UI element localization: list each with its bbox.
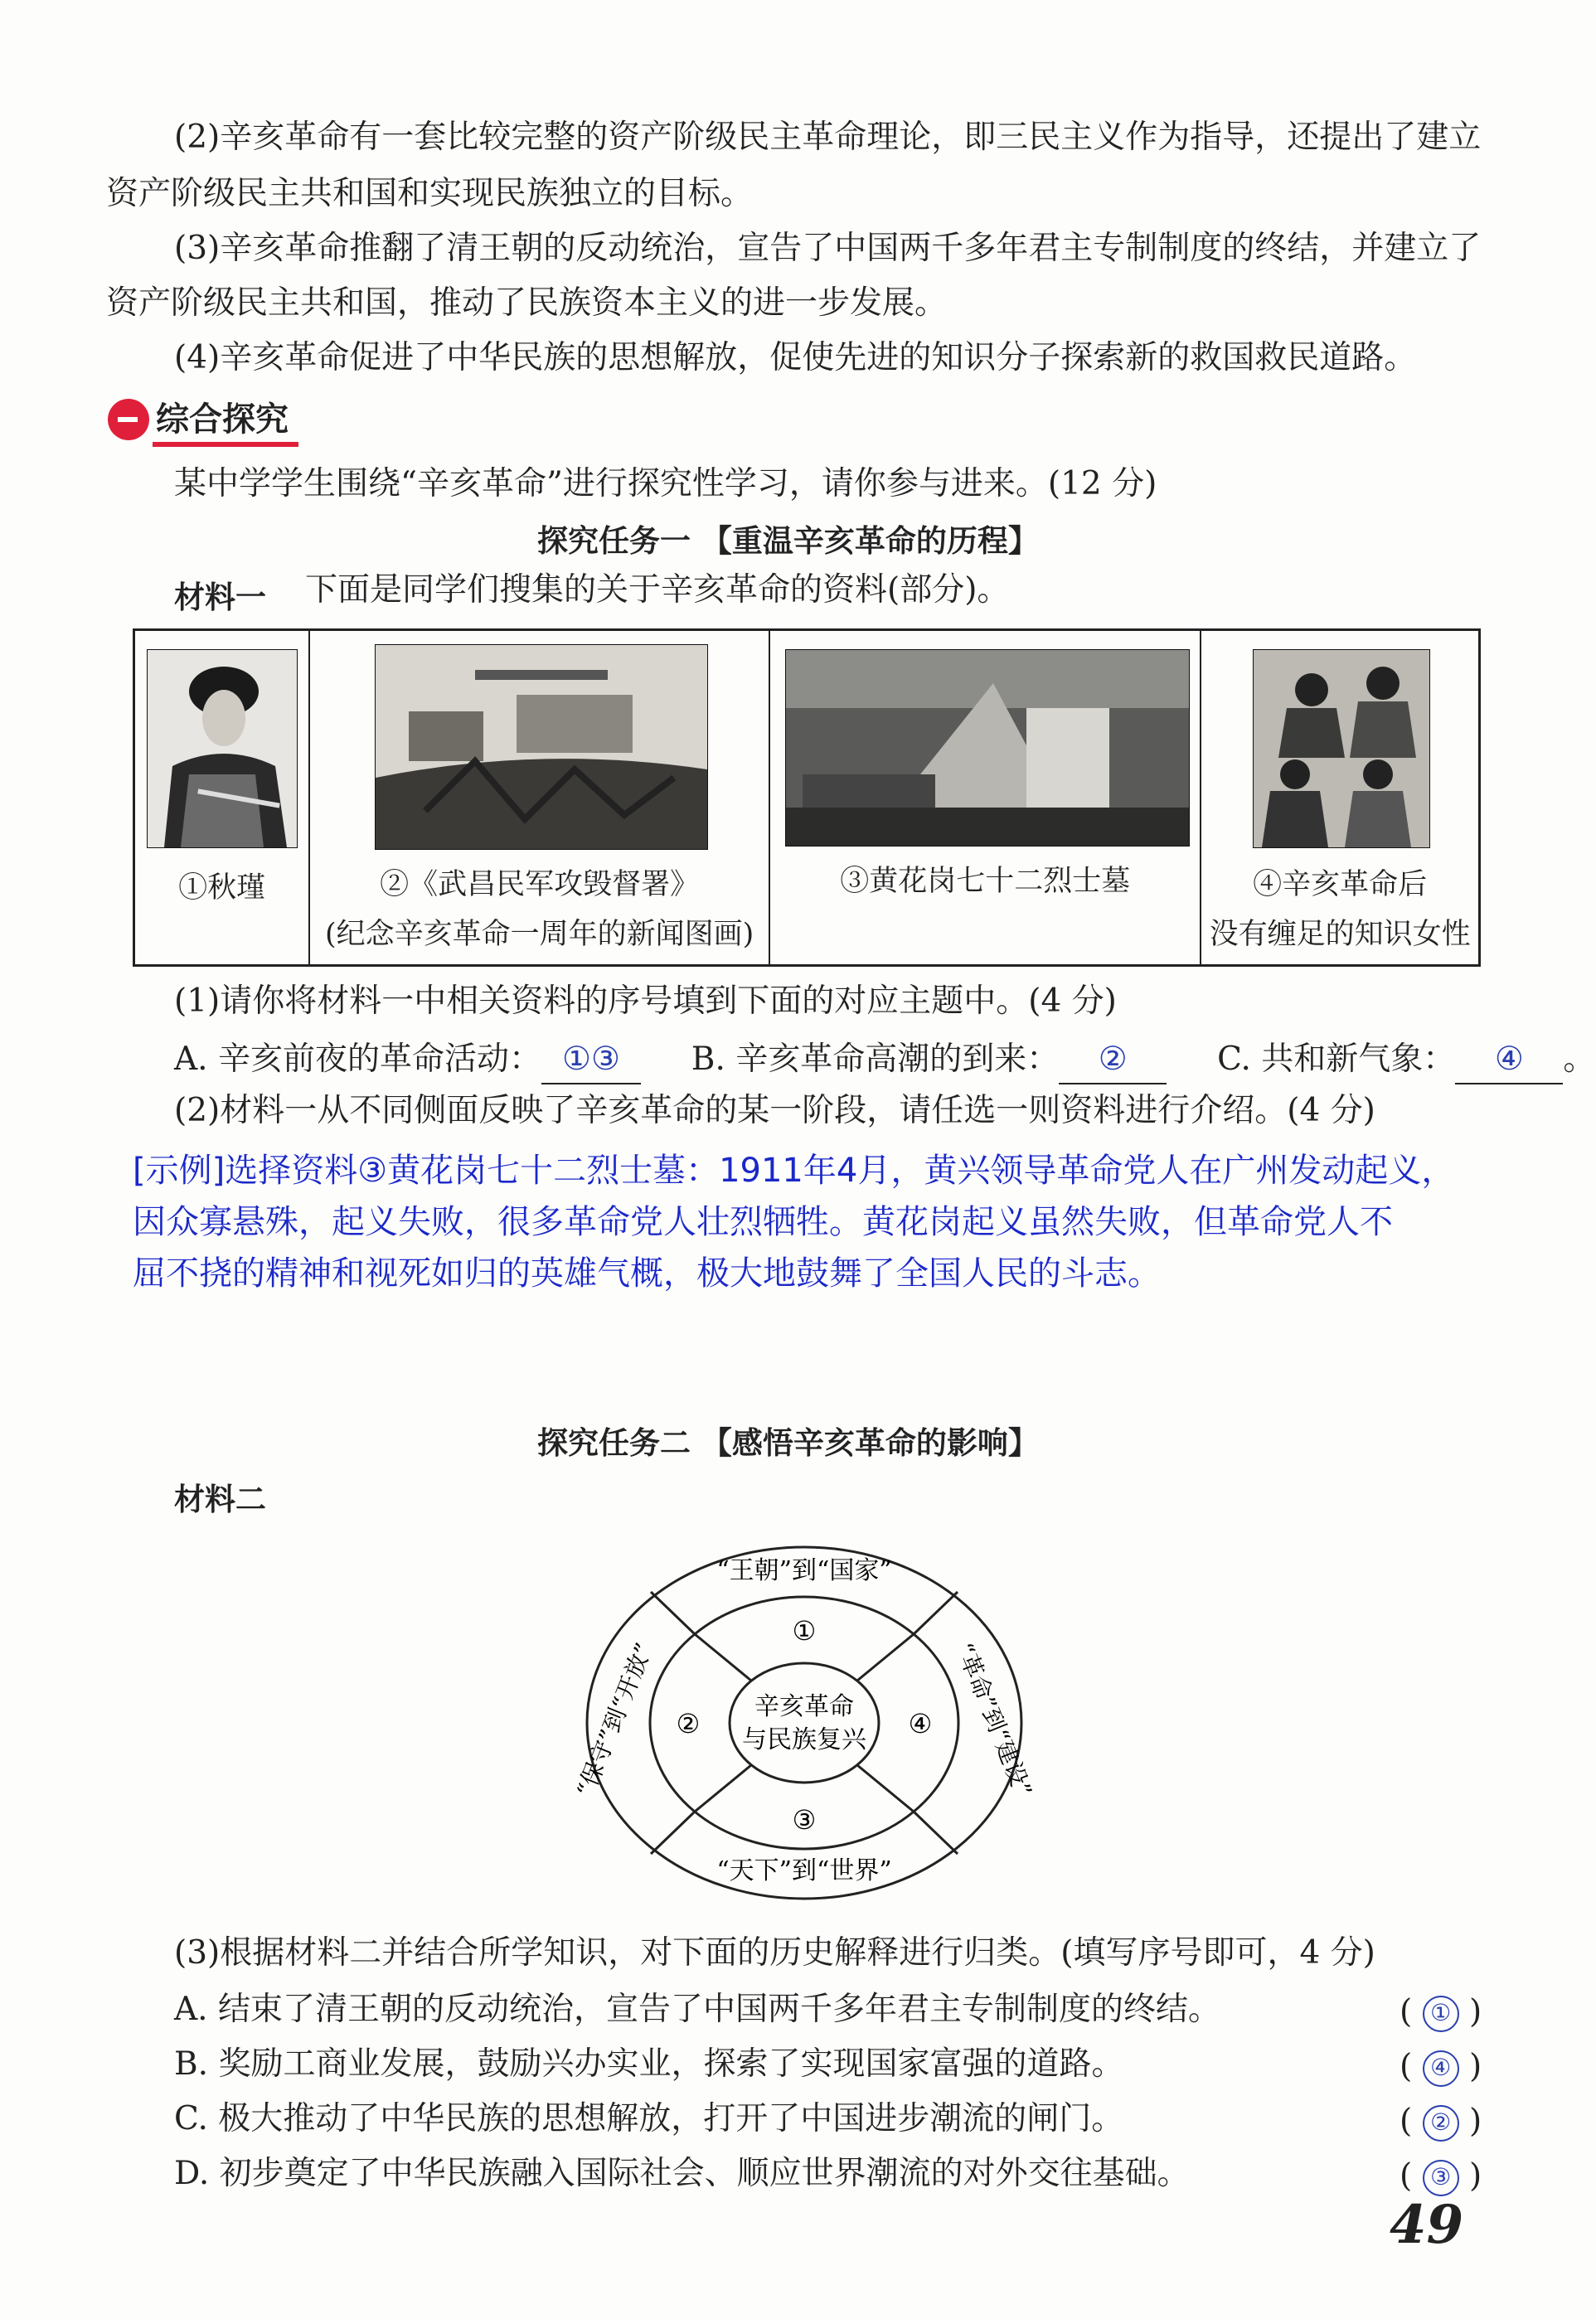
diagram-num-2: ② bbox=[676, 1708, 701, 1739]
diagram-top-label: “王朝”到“国家” bbox=[716, 1556, 892, 1585]
option-a-text: A. 结束了清王朝的反动统治，宣告了中国两千多年君主专制制度的终结。 bbox=[174, 1991, 1220, 2028]
answer-line-3: 屈不挠的精神和视死如归的英雄气概，极大地鼓舞了全国人民的斗志。 bbox=[133, 1254, 1161, 1293]
material1-table bbox=[133, 628, 1481, 967]
option-c-circle: ② bbox=[1423, 2105, 1459, 2142]
section-title: 综合探究 bbox=[153, 393, 298, 447]
caption-1: ①秋瑾 bbox=[178, 871, 266, 905]
option-c-answer[interactable]: ( ② ) bbox=[1400, 2103, 1482, 2140]
question-3: (3)根据材料二并结合所学知识，对下面的历史解释进行归类。(填写序号即可，4 分) bbox=[174, 1934, 1375, 1972]
diagram-left-label: “保守”到“开放” bbox=[570, 1638, 658, 1802]
option-b-answer[interactable]: ( ④ ) bbox=[1400, 2048, 1482, 2085]
caption-4: ④辛亥革命后 bbox=[1253, 868, 1428, 901]
material1-text: 下面是同学们搜集的关于辛亥革命的资料(部分)。 bbox=[305, 571, 1010, 609]
answer-line-1: [示例]选择资料③黄花岗七十二烈士墓：1911年4月，黄兴领导革命党人在广州发动起义， bbox=[133, 1152, 1455, 1190]
huanghuagang-tomb-photo bbox=[785, 649, 1190, 847]
material-cell-1 bbox=[135, 631, 310, 964]
caption-4-sub: 没有缠足的知识女性 bbox=[1209, 918, 1471, 951]
option-d-circle: ③ bbox=[1423, 2160, 1459, 2196]
qiujin-photo bbox=[147, 649, 298, 848]
section-header bbox=[108, 395, 298, 444]
question-1-blanks bbox=[174, 1036, 1595, 1084]
intro-text: 某中学学生围绕“辛亥革命”进行探究性学习，请你参与进来。(12 分) bbox=[174, 465, 1157, 502]
q1-end: 。 bbox=[1563, 1041, 1596, 1078]
material-cell-3 bbox=[770, 631, 1201, 964]
option-c-text: C. 极大推动了中华民族的思想解放，打开了中国进步潮流的闸门。 bbox=[174, 2100, 1124, 2137]
paragraph-3-line-1: (3)辛亥革命推翻了清王朝的反动统治，宣告了中国两千多年君主专制制度的终结，并建立了 bbox=[174, 230, 1482, 267]
paragraph-2-line-2: 资产阶级民主共和国和实现民族独立的目标。 bbox=[106, 175, 754, 212]
caption-2: ②《武昌民军攻毁督署》 bbox=[380, 868, 700, 901]
diagram-num-4: ④ bbox=[908, 1708, 933, 1739]
paragraph-2-line-1: (2)辛亥革命有一套比较完整的资产阶级民主革命理论，即三民主义作为指导，还提出了建立 bbox=[174, 119, 1482, 156]
material1-label: 材料一 bbox=[174, 580, 266, 615]
option-a-answer[interactable]: ( ① ) bbox=[1400, 1993, 1482, 2030]
q1-b-label: B. 辛亥革命高潮的到来： bbox=[691, 1041, 1060, 1078]
material-cell-2 bbox=[310, 631, 770, 964]
q1-c-label: C. 共和新气象： bbox=[1217, 1041, 1456, 1078]
task2-title: 探究任务二 【感悟辛亥革命的影响】 bbox=[537, 1425, 1039, 1461]
material-cell-4 bbox=[1201, 631, 1478, 964]
diagram-num-1: ① bbox=[792, 1615, 817, 1647]
paragraph-4-line-1: (4)辛亥革命促进了中华民族的思想解放，促使先进的知识分子探索新的救国救民道路。 bbox=[174, 339, 1417, 376]
revolution-diagram bbox=[570, 1540, 1038, 1905]
caption-2-sub: (纪念辛亥革命一周年的新闻图画) bbox=[325, 918, 754, 951]
page-number: 49 bbox=[1389, 2194, 1463, 2256]
answer-line-2: 因众寡悬殊，起义失败，很多革命党人壮烈牺牲。黄花岗起义虽然失败，但革命党人不 bbox=[133, 1203, 1393, 1241]
diagram-center-line2: 与民族复兴 bbox=[742, 1725, 866, 1754]
q1-b-answer[interactable]: ② bbox=[1059, 1036, 1167, 1084]
option-a-circle: ① bbox=[1423, 1996, 1459, 2032]
material2-label: 材料二 bbox=[174, 1482, 266, 1517]
women-photo bbox=[1253, 649, 1430, 848]
q1-a-answer[interactable]: ①③ bbox=[541, 1036, 641, 1084]
q1-c-answer[interactable]: ④ bbox=[1455, 1036, 1563, 1084]
option-d-text: D. 初步奠定了中华民族融入国际社会、顺应世界潮流的对外交往基础。 bbox=[174, 2155, 1190, 2192]
arrow-icon bbox=[108, 399, 149, 440]
option-d-answer[interactable]: ( ③ ) bbox=[1400, 2157, 1482, 2195]
caption-3: ③黄花岗七十二烈士墓 bbox=[840, 865, 1131, 898]
wuchang-battle-picture bbox=[375, 644, 708, 850]
diagram-center-line1: 辛亥革命 bbox=[754, 1692, 854, 1721]
paragraph-3-line-2: 资产阶级民主共和国，推动了民族资本主义的进一步发展。 bbox=[106, 284, 948, 322]
q1-a-label: A. 辛亥前夜的革命活动： bbox=[174, 1041, 541, 1078]
diagram-bottom-label: “天下”到“世界” bbox=[716, 1856, 892, 1885]
question-2: (2)材料一从不同侧面反映了辛亥革命的某一阶段，请任选一则资料进行介绍。(4 分) bbox=[174, 1092, 1375, 1129]
task1-title: 探究任务一 【重温辛亥革命的历程】 bbox=[537, 523, 1039, 559]
diagram-num-3: ③ bbox=[792, 1804, 817, 1836]
option-b-circle: ④ bbox=[1423, 2050, 1459, 2087]
diagram-right-label: “革命”到“建设” bbox=[950, 1638, 1038, 1802]
option-b-text: B. 奖励工商业发展，鼓励兴办实业，探索了实现国家富强的道路。 bbox=[174, 2045, 1124, 2083]
question-1: (1)请你将材料一中相关资料的序号填到下面的对应主题中。(4 分) bbox=[174, 982, 1117, 1020]
